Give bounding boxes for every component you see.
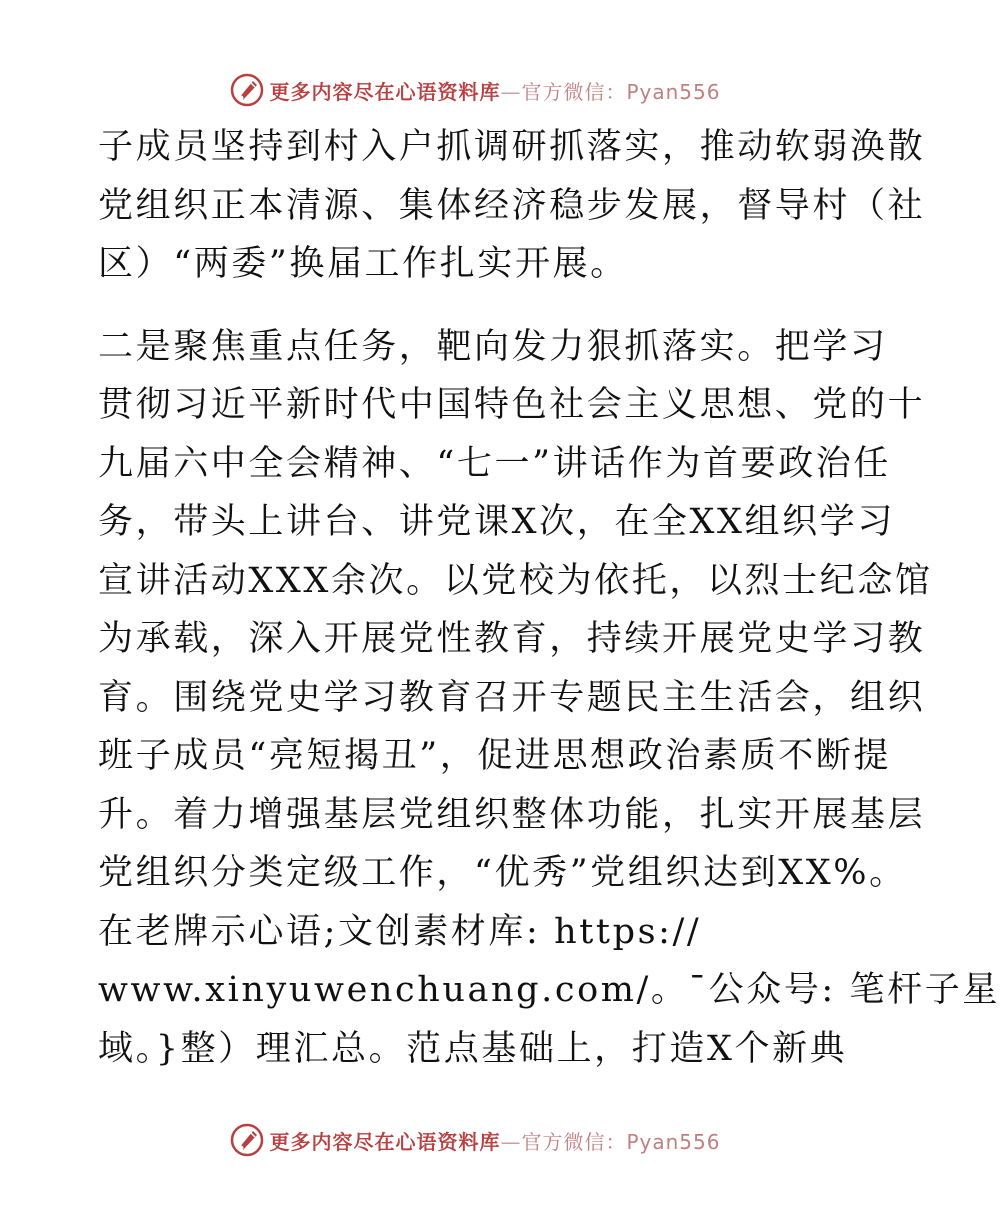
- header-banner-separator: —: [500, 79, 522, 104]
- document-body: [98, 118, 1000, 1078]
- text-line: 在老牌示心语;文创素材库: https://: [98, 911, 702, 952]
- text-line: 育。围绕党史学习教育召开专题民主生活会，组织: [98, 677, 926, 718]
- paragraph-1: [98, 118, 926, 294]
- footer-banner-main: 更多内容尽在心语资料库: [269, 1129, 501, 1154]
- text-line: 党组织分类定级工作，“优秀”党组织达到XX%。: [98, 853, 907, 893]
- text-line: 二是聚焦重点任务，靶向发力狠抓落实。把学习: [98, 326, 888, 367]
- text-line: 贯彻习近平新时代中国特色社会主义思想、党的十: [98, 385, 926, 425]
- text-line: 子成员坚持到村入户抓调研抓落实，推动软弱涣散: [98, 127, 926, 167]
- pen-nib-logo-icon: [229, 1122, 265, 1158]
- footer-banner-text: [269, 1126, 720, 1155]
- text-line: 域。}整）理汇总。范点基础上，打造X个新典: [98, 1028, 848, 1069]
- text-line: 升。着力增强基层党组织整体功能，扎实开展基层: [98, 794, 926, 835]
- paragraph-2: [98, 318, 1000, 1079]
- text-line: 九届六中全会精神、“七一”讲话作为首要政治任: [98, 443, 891, 484]
- text-line: www.xinyuwenchuang.com/。¯公众号: 笔杆子星: [98, 970, 1000, 1010]
- text-line: 为承载，深入开展党性教育，持续开展党史学习教: [98, 619, 926, 659]
- pen-nib-logo-icon: [229, 72, 265, 108]
- text-line: 宣讲活动XXX余次。以党校为依托，以烈士纪念馆: [98, 560, 933, 601]
- text-line: 党组织正本清源、集体经济稳步发展，督导村（社: [98, 185, 926, 226]
- text-line: 班子成员“亮短揭丑”，促进思想政治素质不断提: [98, 736, 891, 776]
- paragraph-gap: [98, 294, 858, 318]
- header-banner-wechat: 官方微信：Pyan556: [521, 79, 721, 104]
- text-line: 区）“两委”换届工作扎实开展。: [98, 244, 628, 284]
- footer-banner: [0, 1120, 950, 1160]
- footer-banner-wechat: 官方微信：Pyan556: [521, 1129, 721, 1154]
- footer-banner-separator: —: [500, 1129, 522, 1154]
- header-banner-main: 更多内容尽在心语资料库: [269, 79, 501, 104]
- header-banner: [0, 70, 950, 110]
- text-line: 务，带头上讲台、讲党课X次，在全XX组织学习: [98, 502, 895, 542]
- header-banner-text: [269, 76, 720, 105]
